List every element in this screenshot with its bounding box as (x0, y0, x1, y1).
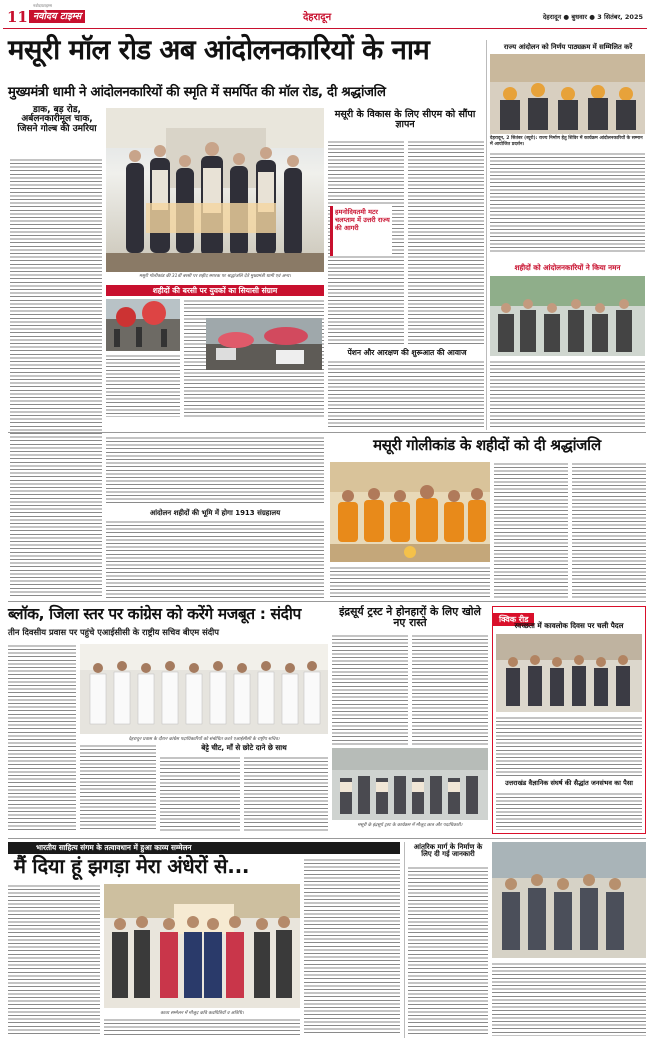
sahitya-photo (104, 884, 300, 1008)
sahitya-side-text (408, 866, 488, 1036)
strip-bar (106, 285, 324, 296)
indra-caption: मसूरी के इंद्रसूर्य ट्रस्ट के कार्यक्रम में मौजूद छात्र और पदाधिकारी। (357, 823, 463, 828)
strip-headline: शहीदों की बरसी पर युवकों का सियासी संग्राम (152, 286, 278, 295)
page-number: 11 (7, 8, 28, 26)
quick-photo-illustration (496, 634, 642, 712)
quick-photo (496, 634, 642, 712)
dateline: देहरादून ● बुधवार ● 3 सितंबर, 2025 (542, 13, 643, 21)
divider-right (486, 40, 487, 430)
golikand-right-text-1 (494, 462, 568, 598)
indra-photo (332, 748, 488, 820)
strip-photo (106, 299, 180, 351)
quick-headline: स्वच्छता में कावलोक दिवस पर चली पैदल (514, 621, 624, 630)
golikand-right-text-2 (572, 462, 646, 598)
right-top-photo-illustration (490, 54, 645, 134)
masthead: नवोदय टाइम्स (29, 10, 85, 23)
right-mid-text (490, 360, 645, 430)
quick-label: क्विक रीड (493, 613, 534, 626)
golikand-left-upper (106, 436, 324, 506)
lead-col-1 (10, 158, 102, 598)
block-subhead: तीन दिवसीय प्रवास पर पहुंचे एआईसीसी के राष्ट्रीय सचिव बीएम संदीप (8, 627, 220, 637)
right-top-headline-2: शहीदों को आंदोलनकारियों ने किया नमन (514, 263, 621, 272)
golikand-photo-illustration (330, 462, 490, 562)
indra-col-2 (412, 634, 488, 746)
block-photo (80, 644, 328, 734)
block-col-2 (80, 744, 156, 832)
bottom-right-photo (492, 842, 646, 958)
right-mid-photo-illustration (490, 276, 645, 356)
block-photo-illustration (80, 644, 328, 734)
sahitya-headline: मैं दिया हूं झगड़ा मेरा अंधेरों से... (14, 854, 250, 878)
block-headline: ब्लॉक, जिला स्तर पर कांग्रेस को करेंगे मजबूत : संदीप (8, 605, 301, 623)
lead-photo (106, 108, 324, 272)
block-caption: देहरादून प्रवास के दौरान कांग्रेस पदाधिकारियों को संबोधित करते एआईसीसी के राष्ट्रीय सचिव। (128, 737, 280, 742)
indra-col-1 (332, 634, 408, 746)
indra-photo-illustration (332, 748, 488, 820)
pull-quote: हमनोदियतमी मटर चलप्ताम में उत्तरी राज्य की आगरी (335, 208, 390, 232)
block-sub-headline: बेट्टे चीट, माँ से छोटे दाने छे साथ (201, 743, 287, 752)
right-top-headline: राज्य आंदोलन को निर्णय पाठ्यक्रम में सम्मिलित करें (503, 43, 633, 51)
block-col-1 (8, 644, 76, 832)
strip-photo-illustration (106, 299, 180, 351)
pension-headline: पेंशन और आरक्षण की शुरूआत की आवाज (347, 348, 467, 357)
golikand-left-text (106, 520, 324, 598)
sahitya-photo-illustration (104, 884, 300, 1008)
sahitya-caption: काव्य सम्मेलन में मौजूद कवि कवयित्रियों व अतिथि। (160, 1011, 244, 1016)
golikand-kicker: आंदोलन शहीदों की भूमि में होगा 1913 संग्रहालय (149, 509, 281, 517)
lead-headline: मसूरी मॉल रोड अब आंदोलनकारियों के नाम (8, 34, 430, 66)
lead-col-3 (408, 140, 484, 345)
sahitya-col-1 (8, 884, 100, 1036)
block-col-4 (244, 756, 328, 832)
right-top-caption: देहरादून, 2 सितंबर (ब्यूरो): राज्य निर्माण हेतु शिविर में कार्यक्रम आंदोलनकारियों के सम्मान में आयोजित प्रदर्शन। (490, 136, 643, 147)
golikand-photo (330, 462, 490, 562)
sahitya-kicker-bar (8, 842, 400, 854)
sahitya-col-2 (104, 1018, 300, 1036)
quick-text-1 (496, 716, 642, 778)
quick-headline-2: उत्तराखंड वैज्ञानिक संघर्ष की सैद्धांत जनसंभव का पैसा (505, 779, 633, 787)
rule-sahitya (8, 838, 646, 839)
right-top-text (490, 152, 645, 252)
memo-headline: मसूरी के विकास के लिए सीएम को सौंपा ज्ञापन (334, 109, 476, 130)
block-col-3 (160, 756, 240, 832)
sahitya-col-3 (304, 858, 400, 1036)
lead-photo-illustration (106, 108, 324, 272)
sahitya-kicker: भारतीय साहित्य संगम के तत्वावधान में हुआ काव्य सम्मेलन (36, 843, 192, 852)
top-small-text: नवोदयटाइम्स (33, 3, 52, 8)
bottom-right-text (492, 962, 646, 1036)
indra-headline: इंद्रसूर्य ट्रस्ट ने होनहारों के लिए खोले नए रास्ते (339, 605, 481, 630)
section-name: देहरादून (303, 12, 332, 23)
lead-side-kicker: डाक, बड़ रोड, अर्बलनकारीमूल चाक, जिसने गोल्ब की उमरिया (17, 105, 97, 134)
bottom-right-photo-illustration (492, 842, 646, 958)
strip-photo-2-illustration (206, 318, 322, 370)
golikand-headline: मसूरी गोलीकांड के शहीदों को दी श्रद्धांजलि (373, 436, 601, 454)
pension-text (328, 360, 484, 430)
rule-block (8, 601, 646, 602)
rule-golikand (8, 432, 646, 433)
right-top-photo (490, 54, 645, 134)
header-bar (3, 3, 647, 29)
quick-text-2 (496, 792, 642, 830)
lead-photo-caption: मसूरी गोलीकांड की 31वीं बरसी पर शहीद स्मारक पर श्रद्धांजलि देते मुख्यमंत्री धामी एवं अन्य। (139, 274, 291, 279)
strip-text-left (106, 354, 180, 417)
divider-sahitya (404, 842, 405, 1038)
right-mid-photo (490, 276, 645, 356)
golikand-under-photo (330, 566, 490, 598)
lead-subhead: मुख्यमंत्री धामी ने आंदोलनकारियों की स्मृति में समर्पित की मॉल रोड, दी श्रद्धांजलि (8, 85, 386, 100)
pull-quote-box (330, 206, 392, 256)
strip-photo-2 (206, 318, 322, 370)
sahitya-side-headline: आंतरिक मार्ग के निर्माण के लिए दी गई जानकारी (413, 843, 483, 859)
